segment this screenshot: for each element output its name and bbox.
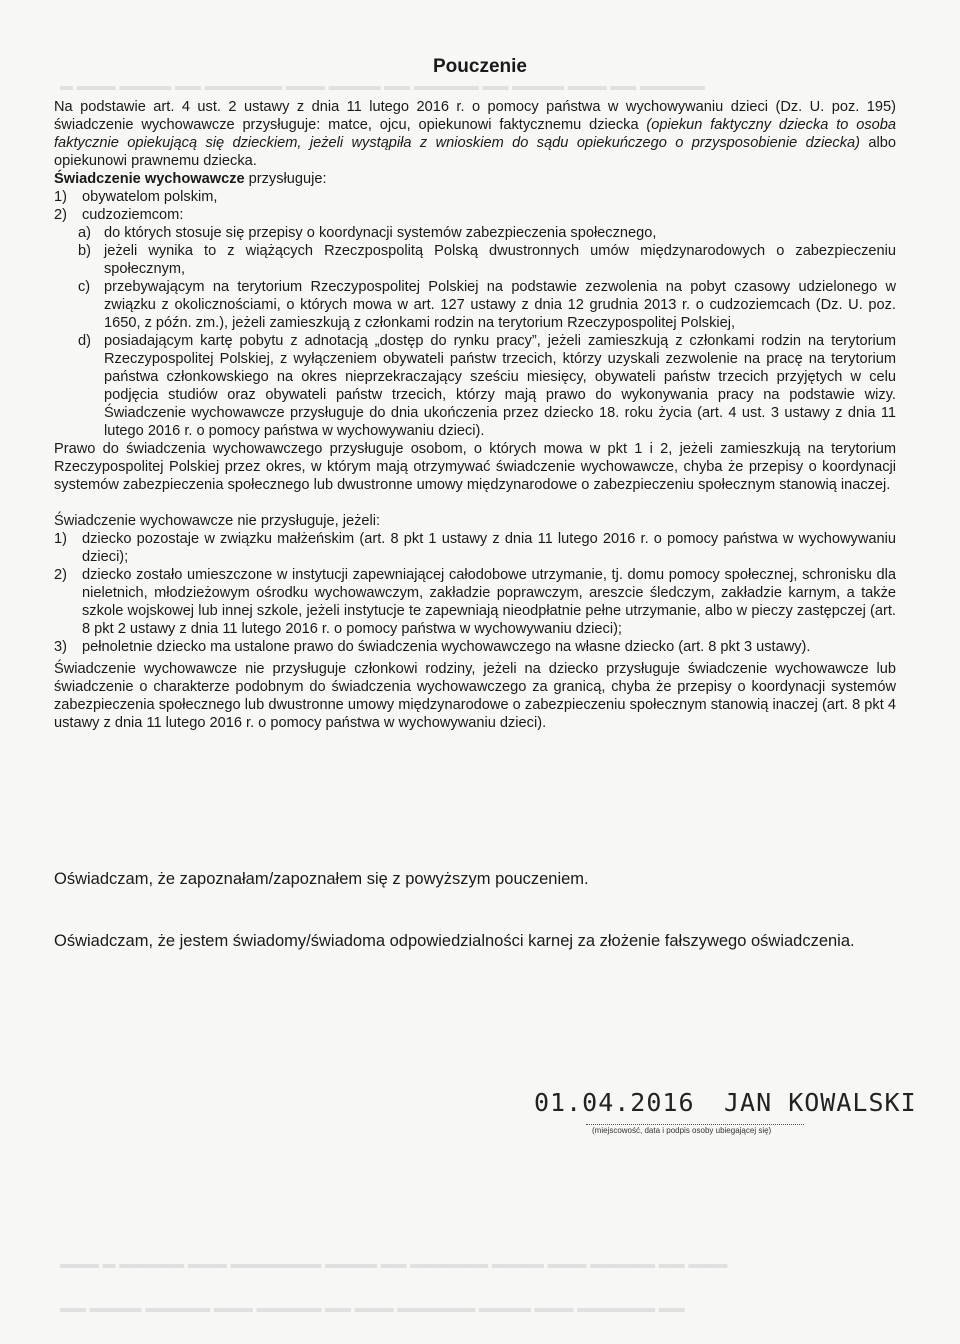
list-number: c)	[78, 279, 91, 295]
list-number: 1)	[54, 531, 67, 547]
sub-list-item	[54, 332, 896, 440]
page-title: Pouczenie	[433, 56, 527, 77]
list-number: 3)	[54, 639, 67, 655]
declaration-read: Oświadczam, że zapoznałam/zapoznałem się z powyższym pouczeniem.	[54, 870, 589, 888]
list-text: obywatelom polskim,	[82, 189, 218, 205]
paragraph-text: Na podstawie art. 4 ust. 2 ustawy z dnia 11 lutego 2016 r. o pomocy państwa w wychowywaniu dzieci (Dz. U. poz. 195) świadczenie wychowawcze przysługuje: matce, ojcu, opiekunowi faktycznemu dziecka	[54, 99, 896, 133]
list-text: przebywającym na terytorium Rzeczypospolitej Polskiej na podstawie zezwolenia na pobyt czasowy udzielonego w związku z okolicznościami, o których mowa w art. 127 ustawy z dnia 12 grudnia 2013 r. o cudzoziemcach (Dz. U. poz. 1650, z późn. zm.), jeżeli zamieszkują z członkami rodzin na terytorium Rzeczypospolitej Polskiej,	[104, 279, 896, 331]
list-item	[54, 566, 896, 638]
paragraph-text: albo opiekunowi prawnemu dziecka.	[54, 135, 896, 169]
declaration-liability: Oświadczam, że jestem świadomy/świadoma odpowiedzialności karnej za złożenie fałszywego oświadczenia.	[54, 932, 855, 950]
residence-paragraph: Prawo do świadczenia wychowawczego przysługuje osobom, o których mowa w pkt 1 i 2, jeżeli zamieszkują na terytorium Rzeczypospolitej Polskiej przez okres, w którym mają otrzymywać świadczenie wychowawcze, chyba że przepisy o koordynacji systemów zabezpieczenia społecznego lub dwustronne umowy międzynarodowe o zabezpieczeniu społecznym stanowią inaczej.	[54, 441, 896, 493]
list-number: 2)	[54, 567, 67, 583]
bleed-through-line: ▬ ▬▬▬ ▬▬▬▬ ▬▬ ▬▬▬▬▬▬ ▬▬▬ ▬▬▬▬ ▬▬ ▬▬▬▬▬ ▬▬ ▬▬▬▬ ▬▬▬ ▬▬ ▬▬▬▬▬	[60, 78, 705, 93]
handwritten-signature: JAN KOWALSKI	[724, 1088, 917, 1117]
list-text: dziecko pozostaje w związku małżeńskim (art. 8 pkt 1 ustawy z dnia 11 lutego 2016 r. o pomocy państwa w wychowywaniu dzieci);	[82, 531, 896, 565]
list-text: pełnoletnie dziecko ma ustalone prawo do świadczenia wychowawczego na własne dziecko (art. 8 pkt 3 ustawy).	[82, 639, 811, 655]
list-number: 1)	[54, 189, 67, 205]
sub-list-item	[54, 278, 896, 332]
sub-list-item	[54, 224, 896, 242]
legal-basis-paragraph	[54, 98, 896, 170]
paragraph-text: przysługuje:	[244, 171, 327, 187]
italic-definition: (opiekun faktyczny dziecka to osoba faktycznie opiekującą się dzieckiem, jeżeli wystąpiła z wnioskiem do sądu opiekuńczego o przysposobienie dziecka)	[54, 117, 896, 151]
signature-caption: (miejscowość, data i podpis osoby ubiegającej się)	[592, 1126, 772, 1135]
handwritten-date: 01.04.2016	[534, 1088, 695, 1117]
list-text: jeżeli wynika to z wiążących Rzeczpospolitą Polską dwustronnych umów międzynarodowych o zabezpieczeniu społecznym,	[104, 243, 896, 277]
list-text: do których stosuje się przepisy o koordynacji systemów zabezpieczenia społecznego,	[104, 225, 657, 241]
list-item	[54, 188, 896, 206]
list-number: b)	[78, 243, 91, 259]
sub-list-item	[54, 242, 896, 278]
list-item	[54, 206, 896, 224]
list-number: d)	[78, 333, 91, 349]
eligibility-heading	[54, 170, 896, 188]
instruction-body	[54, 98, 896, 732]
exclusions-heading: Świadczenie wychowawcze nie przysługuje, jeżeli:	[54, 513, 381, 529]
list-item	[54, 530, 896, 566]
list-number: 2)	[54, 207, 67, 223]
signature-block	[534, 1088, 934, 1148]
bleed-through-line: ▬▬ ▬▬▬▬ ▬▬▬▬▬ ▬▬▬ ▬▬▬▬▬ ▬▬ ▬▬▬ ▬▬▬▬▬▬ ▬▬▬▬ ▬▬▬ ▬▬▬▬▬▬ ▬▬	[60, 1300, 685, 1315]
list-text: dziecko zostało umieszczone w instytucji zapewniającej całodobowe utrzymanie, tj. domu pomocy społecznej, schronisku dla nieletnich, młodzieżowym ośrodku wychowawczym, zakładzie poprawczym, areszcie śledczym, zakładzie karnym, a także szkole wojskowej lub innej szkole, jeżeli instytucje te zapewniają nieodpłatnie pełne utrzymanie, albo w pieczy zastępczej (art. 8 pkt 2 ustawy z dnia 11 lutego 2016 r. o pomocy państwa w wychowywaniu dzieci);	[82, 567, 896, 637]
list-item	[54, 638, 896, 656]
list-number: a)	[78, 225, 91, 241]
bleed-through-line: ▬▬▬ ▬ ▬▬▬▬▬ ▬▬▬ ▬▬▬▬▬▬▬ ▬▬▬▬ ▬▬ ▬▬▬▬▬▬ ▬▬▬▬ ▬▬▬ ▬▬▬▬▬ ▬▬ ▬▬▬	[60, 1256, 728, 1271]
signature-line	[586, 1124, 804, 1125]
family-member-paragraph: Świadczenie wychowawcze nie przysługuje członkowi rodziny, jeżeli na dziecko przysługuje świadczenie wychowawcze lub świadczenie o charakterze podobnym do świadczenia wychowawczego za granicą, chyba że przepisy o koordynacji systemów zabezpieczenia społecznego lub dwustronne umowy międzynarodowe o zabezpieczeniu społecznym stanowią inaczej (art. 8 pkt 4 ustawy z dnia 11 lutego 2016 r. o pomocy państwa w wychowywaniu dzieci).	[54, 661, 896, 731]
list-text: cudzoziemcom:	[82, 207, 184, 223]
list-text: posiadającym kartę pobytu z adnotacją „dostęp do rynku pracy”, jeżeli zamieszkują z członkami rodzin na terytorium Rzeczypospolitej Polskiej, z wyłączeniem obywateli państw trzecich, którzy uzyskali zezwolenie na pracę na terytorium państwa członkowskiego na okres nieprzekraczający sześciu miesięcy, obywateli państw trzecich przyjętych w celu podjęcia studiów oraz obywateli państw trzecich, którzy mają prawo do wykonywania pracy na podstawie wizy. Świadczenie wychowawcze przysługuje do dnia ukończenia przez dziecko 18. roku życia (art. 4 ust. 3 ustawy z dnia 11 lutego 2016 r. o pomocy państwa w wychowywaniu dzieci).	[104, 333, 896, 439]
bold-term: Świadczenie wychowawcze	[54, 171, 245, 187]
